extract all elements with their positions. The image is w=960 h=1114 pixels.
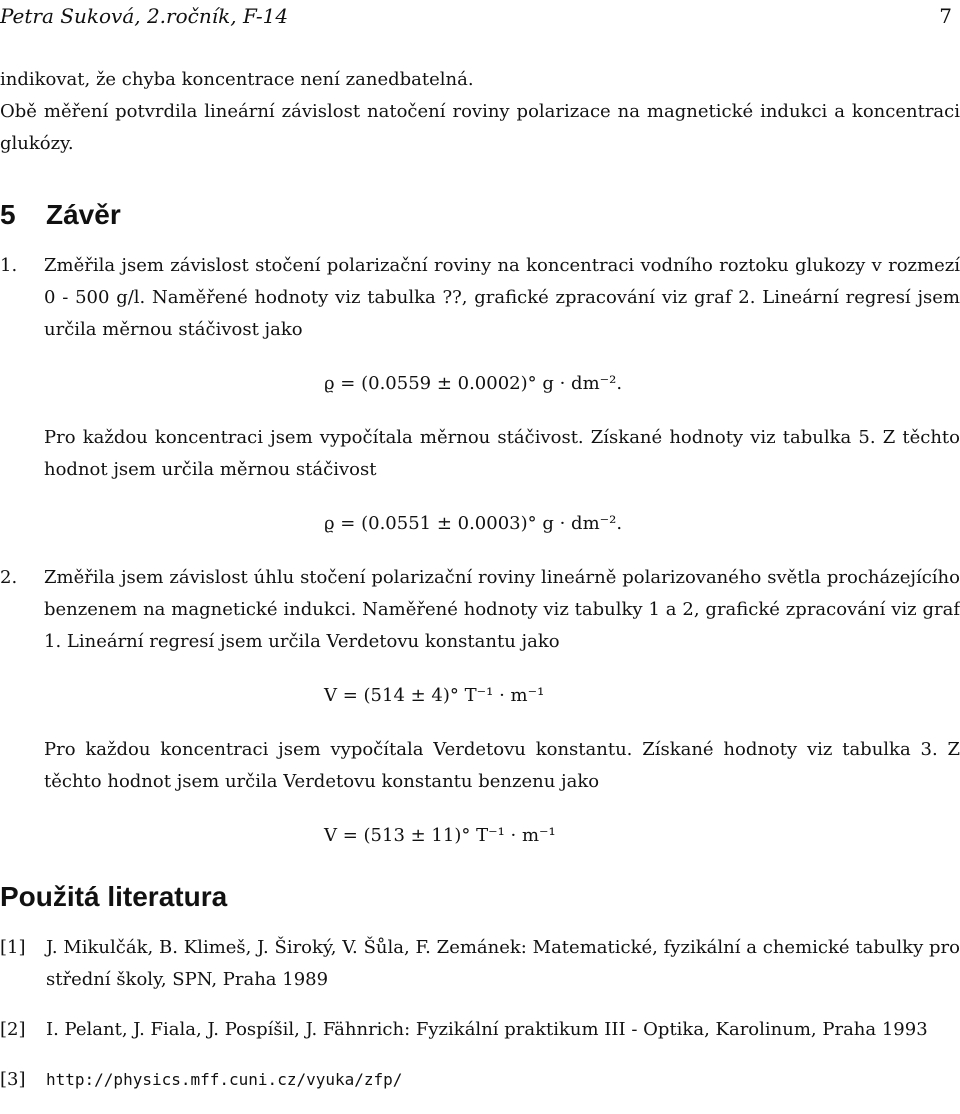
item-text: Pro každou koncentraci jsem vypočítala měrnou stáčivost. Získané hodnoty viz tabulka 5. Z těchto hodnot jsem určila měrnou stáčivost: [44, 427, 960, 480]
section-number: 5: [0, 199, 16, 230]
page-number: 7: [939, 4, 952, 28]
section-title: Závěr: [46, 199, 121, 230]
reference-label: [3]: [0, 1069, 26, 1090]
bibliography-heading: Použitá literatura: [0, 881, 228, 912]
conclusion-item-1: [0, 250, 960, 540]
reference-1: [0, 932, 960, 996]
reference-label: [1]: [0, 937, 26, 958]
equation: V = (514 ± 4)° T⁻¹ · m⁻¹: [324, 685, 545, 706]
page-content: [0, 64, 960, 1114]
intro-line-2: Obě měření potvrdila lineární závislost natočení roviny polarizace na magnetické indukci a koncentraci glukózy.: [0, 101, 960, 154]
equation: V = (513 ± 11)° T⁻¹ · m⁻¹: [324, 825, 556, 846]
reference-2: [0, 1014, 960, 1046]
intro-line-1: indikovat, že chyba koncentrace není zanedbatelná.: [0, 69, 474, 90]
item-text: Pro každou koncentraci jsem vypočítala Verdetovu konstantu. Získané hodnoty viz tabulka 3. Z těchto hodnot jsem určila Verdetovu konstantu benzenu jako: [44, 739, 960, 792]
section-heading: [0, 198, 960, 232]
reference-text: J. Mikulčák, B. Klimeš, J. Široký, V. Šůla, F. Zemánek: Matematické, fyzikální a chemické tabulky pro střední školy, SPN, Praha 1989: [46, 937, 960, 990]
header-author: Petra Suková, 2.ročník, F-14: [0, 4, 289, 28]
reference-label: [2]: [0, 1019, 26, 1040]
item-text: Změřila jsem závislost úhlu stočení polarizační roviny lineárně polarizovaného světla procházejícího benzenem na magnetické indukci. Naměřené hodnoty viz tabulky 1 a 2, grafické zpracování viz graf 1. Lineární regresí jsem určila Verdetovu konstantu jako: [44, 567, 960, 652]
item-label: 2.: [0, 567, 18, 588]
page-header: [0, 4, 960, 34]
reference-3: [0, 1064, 960, 1096]
item-label: 1.: [0, 255, 18, 276]
conclusion-item-2: [0, 562, 960, 852]
item-text: Změřila jsem závislost stočení polarizační roviny na koncentraci vodního roztoku glukozy v rozmezí 0 - 500 g/l. Naměřené hodnoty viz tabulka ??, grafické zpracování viz graf 2. Lineární regresí jsem určila měrnou stáčivost jako: [44, 255, 960, 340]
reference-text: I. Pelant, J. Fiala, J. Pospíšil, J. Fähnrich: Fyzikální praktikum III - Optika, Karolinum, Praha 1993: [46, 1019, 928, 1040]
reference-url-link[interactable]: http://physics.mff.cuni.cz/vyuka/zfp/: [46, 1070, 403, 1089]
equation: ϱ = (0.0559 ± 0.0002)° g · dm⁻².: [324, 373, 623, 394]
equation: ϱ = (0.0551 ± 0.0003)° g · dm⁻².: [324, 513, 623, 534]
